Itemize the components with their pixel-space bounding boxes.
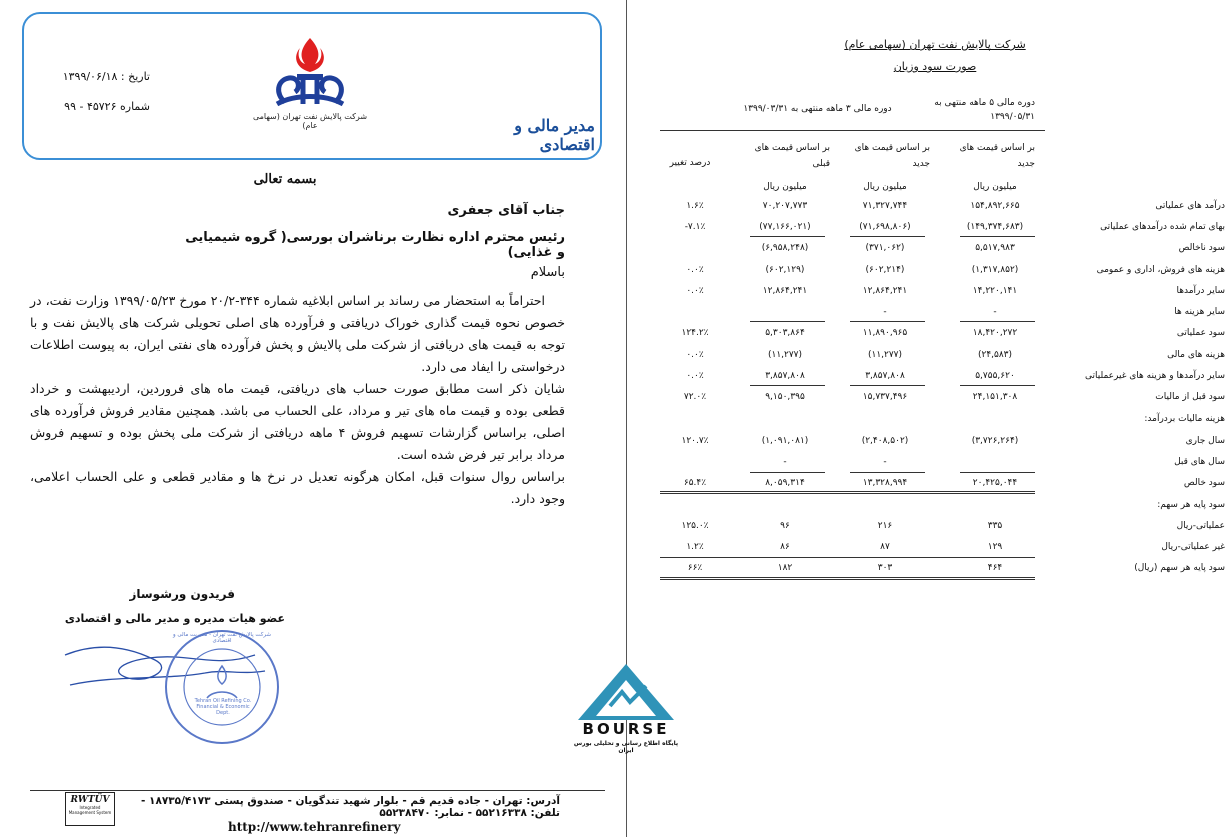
subtotal-rule: [850, 236, 925, 237]
subtotal-rule: [750, 236, 825, 237]
row-cell-pct: ۱.۲٪: [686, 542, 704, 552]
row-cell-3m-new: ۳,۸۵۷,۸۰۸: [865, 371, 905, 381]
subtotal-rule: [750, 385, 825, 386]
body-paragraph-3: براساس روال سنوات قبل، امکان هرگونه تعدیل در نرخ ها و مقادیر قطعی و علی الحساب اعلامی، وجود دارد.: [30, 469, 565, 506]
footer-address: آدرس: تهران - جاده قدیم قم - بلوار شهید تندگویان - صندوق پستی ۱۸۷۳۵/۴۱۷۳ - تلفن: ۵۵۲۱۶۳۳۸ - نمابر: ۵۵۲۳۸۴۷۰: [141, 795, 560, 819]
total-rule: [660, 493, 1035, 494]
body-paragraph-1: احتراماً به استحضار می رساند بر اساس ابلاغیه شماره ۳۴۴-۲۰/۲ مورخ ۱۳۹۹/۰۵/۲۳ وزارت نفت، در خصوص نحوه قیمت گذاری خوراک دریافتی و فرآورده های اصلی تحویلی شرکت های پالایش نفت و با توجه به قیمت های دریافتی از شرکت ملی پالایش و پخش فرآورده های نفتی ایران، به پیوست اطلاعات درخواستی را ایفاد می دارد.: [30, 293, 565, 374]
header-period-5m: دوره مالی ۵ ماهه منتهی به ۱۳۹۹/۰۵/۳۱: [934, 98, 1035, 122]
subtotal-rule: [850, 321, 925, 322]
row-cell-3m-new: ۸۷: [880, 542, 890, 552]
greeting: باسلام: [530, 265, 565, 280]
row-cell-5m: -: [993, 307, 997, 317]
company-name-caption: شرکت پالایش نفت تهران (سهامی عام): [252, 112, 368, 130]
row-label: سود ناخالص: [1178, 243, 1225, 253]
row-label: سال های قبل: [1174, 457, 1225, 467]
row-cell-5m: ۵,۷۵۵,۶۲۰: [975, 371, 1015, 381]
row-cell-3m-old: (۶۰۲,۱۲۹): [765, 265, 805, 275]
row-label: سود پایه هر سهم (ریال): [1134, 563, 1225, 573]
row-cell-3m-old: ۱۸۲: [777, 563, 793, 573]
cert-caption: Integrated Management System: [68, 805, 112, 815]
subtotal-rule: [850, 472, 925, 473]
row-cell-3m-new: -: [883, 457, 887, 467]
total-rule: [660, 577, 1035, 578]
letter-number: شماره ۴۵۷۲۶ - ۹۹: [64, 100, 150, 113]
subtotal-rule: [750, 321, 825, 322]
row-cell-3m-new: ۱۱,۸۹۰,۹۶۵: [862, 328, 908, 338]
row-cell-3m-new: ۷۱,۳۲۷,۷۴۴: [862, 201, 908, 211]
stamp-text-fa: شرکت پالایش نفت تهران - مدیریت مالی و اقتصادی: [172, 632, 272, 644]
row-cell-5m: (۳,۷۲۶,۲۶۴): [971, 436, 1019, 446]
subtotal-rule: [960, 472, 1035, 473]
row-cell-3m-new: (۳۷۱,۰۶۲): [865, 243, 905, 253]
row-label: غیر عملیاتی-ریال: [1161, 542, 1225, 552]
statement-table: [630, 0, 1231, 837]
row-label: هزینه های مالی: [1167, 350, 1225, 360]
row-cell-pct: ۷۲.۰٪: [683, 392, 707, 402]
row-cell-5m: ۵,۵۱۷,۹۸۳: [975, 243, 1015, 253]
row-label: هزینه مالیات بردرآمد:: [1144, 414, 1225, 424]
header-old-price-3m: بر اساس قیمت های قبلی: [754, 143, 830, 169]
header-change-pct: درصد تغییر: [669, 158, 711, 168]
report-subtitle: صورت سود وزیان: [893, 60, 977, 73]
recipient-name: جناب آقای جعفری: [447, 203, 565, 218]
row-cell-3m-old: (۷۷,۱۶۶,۰۲۱): [759, 222, 811, 232]
row-cell-5m: ۴۶۴: [987, 563, 1003, 573]
row-cell-3m-old: (۶,۹۵۸,۲۴۸): [761, 243, 809, 253]
signer-title: عضو هیات مدیره و مدیر مالی و اقتصادی: [64, 612, 285, 625]
row-cell-3m-new: (۲,۴۰۸,۵۰۲): [861, 436, 909, 446]
unit-col-1: میلیون ریال: [973, 182, 1017, 192]
row-cell-3m-new: ۳۰۳: [877, 563, 893, 573]
row-cell-pct: -۷.۱٪: [684, 222, 706, 232]
row-cell-5m: ۱۲۹: [987, 542, 1003, 552]
row-cell-5m: (۱۴۹,۳۷۴,۶۸۳): [966, 222, 1024, 232]
row-label: سود پایه هر سهم:: [1157, 500, 1225, 510]
row-label: سایر درآمدها و هزینه های غیرعملیاتی: [1085, 371, 1225, 381]
row-cell-pct: ۶۶٪: [687, 563, 703, 573]
unit-col-3: میلیون ریال: [763, 182, 807, 192]
stamp-text-en: Tehran Oil Refining Co. Financial & Economic Dept.: [194, 698, 252, 716]
unit-col-2: میلیون ریال: [863, 182, 907, 192]
row-cell-3m-new: -: [883, 307, 887, 317]
row-cell-pct: ۰.۰٪: [686, 371, 704, 381]
row-label: سال جاری: [1185, 436, 1225, 446]
row-label: درآمد های عملیاتی: [1155, 201, 1225, 211]
letter-date: تاریخ : ۱۳۹۹/۰۶/۱۸: [62, 70, 150, 83]
bourse-tagline: پایگاه اطلاع رسانی و تحلیلی بورس ایران: [573, 740, 679, 754]
row-cell-3m-new: ۱۵,۷۳۷,۴۹۶: [862, 392, 908, 402]
row-cell-3m-new: (۱۱,۲۷۷): [867, 350, 903, 360]
row-cell-3m-old: ۹,۱۵۰,۳۹۵: [765, 392, 805, 402]
bourse24-logo: [570, 662, 682, 754]
row-cell-3m-old: (۱,۰۹۱,۰۸۱): [761, 436, 809, 446]
row-cell-pct: ۰.۰٪: [686, 265, 704, 275]
row-label: عملیاتی-ریال: [1176, 521, 1225, 531]
row-cell-pct: ۶۵.۴٪: [683, 478, 707, 488]
total-rule: [660, 491, 1035, 492]
row-label: سود خالص: [1183, 478, 1225, 488]
row-cell-3m-new: ۱۲,۸۶۴,۲۴۱: [862, 286, 908, 296]
row-cell-3m-new: (۷۱,۶۹۸,۸۰۶): [859, 222, 911, 232]
subtotal-rule: [750, 472, 825, 473]
footer-url[interactable]: http://www.tehranrefinery: [228, 820, 401, 834]
header-new-price-5m: بر اساس قیمت های جدید: [959, 143, 1035, 169]
row-label: سود قبل از مالیات: [1155, 392, 1225, 402]
row-cell-3m-old: (۱۱,۲۷۷): [767, 350, 803, 360]
footer-divider: [30, 790, 605, 791]
row-cell-3m-new: ۱۳,۳۲۸,۹۹۴: [862, 478, 908, 488]
report-company: شرکت پالایش نفت تهران (سهامی عام): [844, 38, 1026, 51]
row-cell-5m: ۱۵۴,۸۹۲,۶۶۵: [970, 201, 1020, 211]
nioc-logo: [255, 32, 365, 112]
official-stamp: [163, 628, 281, 746]
bourse-triangle-icon: [570, 662, 682, 722]
row-cell-3m-old: ۸,۰۵۹,۳۱۴: [765, 478, 805, 488]
header-period-3m: دوره مالی ۳ ماهه منتهی به ۱۳۹۹/۰۳/۳۱: [743, 104, 892, 114]
row-cell-pct: ۰.۰٪: [686, 286, 704, 296]
row-cell-pct: ۱۲۵.۰٪: [681, 521, 709, 531]
row-label: هزینه های فروش، اداری و عمومی: [1096, 265, 1225, 275]
department-title: مدیر مالی و اقتصادی: [514, 116, 595, 154]
subtotal-rule: [960, 236, 1035, 237]
row-cell-pct: ۱۲۰.۷٪: [681, 436, 709, 446]
cert-logo-text: RWTÜV: [70, 795, 110, 805]
row-cell-3m-old: ۱۲,۸۶۴,۲۴۱: [762, 286, 808, 296]
certification-logo: [65, 792, 115, 826]
basmala: بسمه تعالی: [253, 172, 317, 187]
subtotal-rule: [850, 385, 925, 386]
row-cell-pct: ۱.۶٪: [686, 201, 704, 211]
row-cell-3m-old: ۸۶: [780, 542, 790, 552]
row-cell-pct: ۱۲۴.۲٪: [681, 328, 709, 338]
row-label: سود عملیاتی: [1176, 328, 1225, 338]
row-cell-5m: ۲۴,۱۵۱,۳۰۸: [972, 392, 1018, 402]
body-paragraph-2: شایان ذکر است مطابق صورت حساب های دریافتی، قیمت ماه های فروردین، اردیبهشت و خرداد قطعی بوده و قیمت ماه های تیر و مرداد، علی الحساب می باشد. همچنین مقادیر فروش فرآورده های اصلی، براساس گزارشات تسهیم فروش ۴ ماهه دریافتی از شرکت ملی پخش بوده و تسهیم فروش مرداد برابر تیر فرض شده است.: [30, 381, 565, 462]
row-cell-5m: ۳۳۵: [987, 521, 1003, 531]
row-cell-5m: ۲۰,۴۲۵,۰۴۴: [972, 478, 1018, 488]
flame-emblem-icon: [255, 32, 365, 112]
row-label: سایر درآمدها: [1176, 286, 1225, 296]
row-cell-3m-old: ۵,۳۰۳,۸۶۴: [765, 328, 805, 338]
row-cell-5m: (۲۴,۵۸۳): [977, 350, 1013, 360]
row-cell-3m-old: ۹۶: [780, 521, 790, 531]
subtotal-rule: [660, 557, 1035, 558]
row-cell-pct: ۰.۰٪: [686, 350, 704, 360]
row-cell-3m-old: -: [783, 457, 787, 467]
row-cell-3m-new: ۲۱۶: [877, 521, 893, 531]
bourse-name: BOURSE: [582, 720, 670, 738]
signer-name: فریدون ورشوساز: [129, 587, 235, 601]
income-statement-page: [630, 0, 1231, 837]
header-new-price-3m: بر اساس قیمت های جدید: [854, 143, 930, 169]
row-label: بهای تمام شده درآمدهای عملیاتی: [1100, 222, 1225, 232]
recipient-title: رئیس محترم اداره نظارت برناشران بورسی( گروه شیمیایی و غذایی): [185, 230, 565, 260]
row-cell-5m: (۱,۳۱۷,۸۵۲): [971, 265, 1019, 275]
letter-body: [30, 290, 565, 510]
subtotal-rule: [960, 321, 1035, 322]
row-cell-3m-old: ۳,۸۵۷,۸۰۸: [765, 371, 805, 381]
row-cell-3m-new: (۶۰۲,۲۱۴): [865, 265, 905, 275]
row-cell-3m-old: ۷۰,۲۰۷,۷۷۳: [762, 201, 808, 211]
total-rule: [660, 579, 1035, 580]
row-cell-5m: ۱۸,۴۲۰,۲۷۲: [972, 328, 1018, 338]
subtotal-rule: [960, 385, 1035, 386]
row-label: سایر هزینه ها: [1174, 307, 1225, 317]
row-cell-5m: ۱۴,۲۲۰,۱۴۱: [972, 286, 1018, 296]
